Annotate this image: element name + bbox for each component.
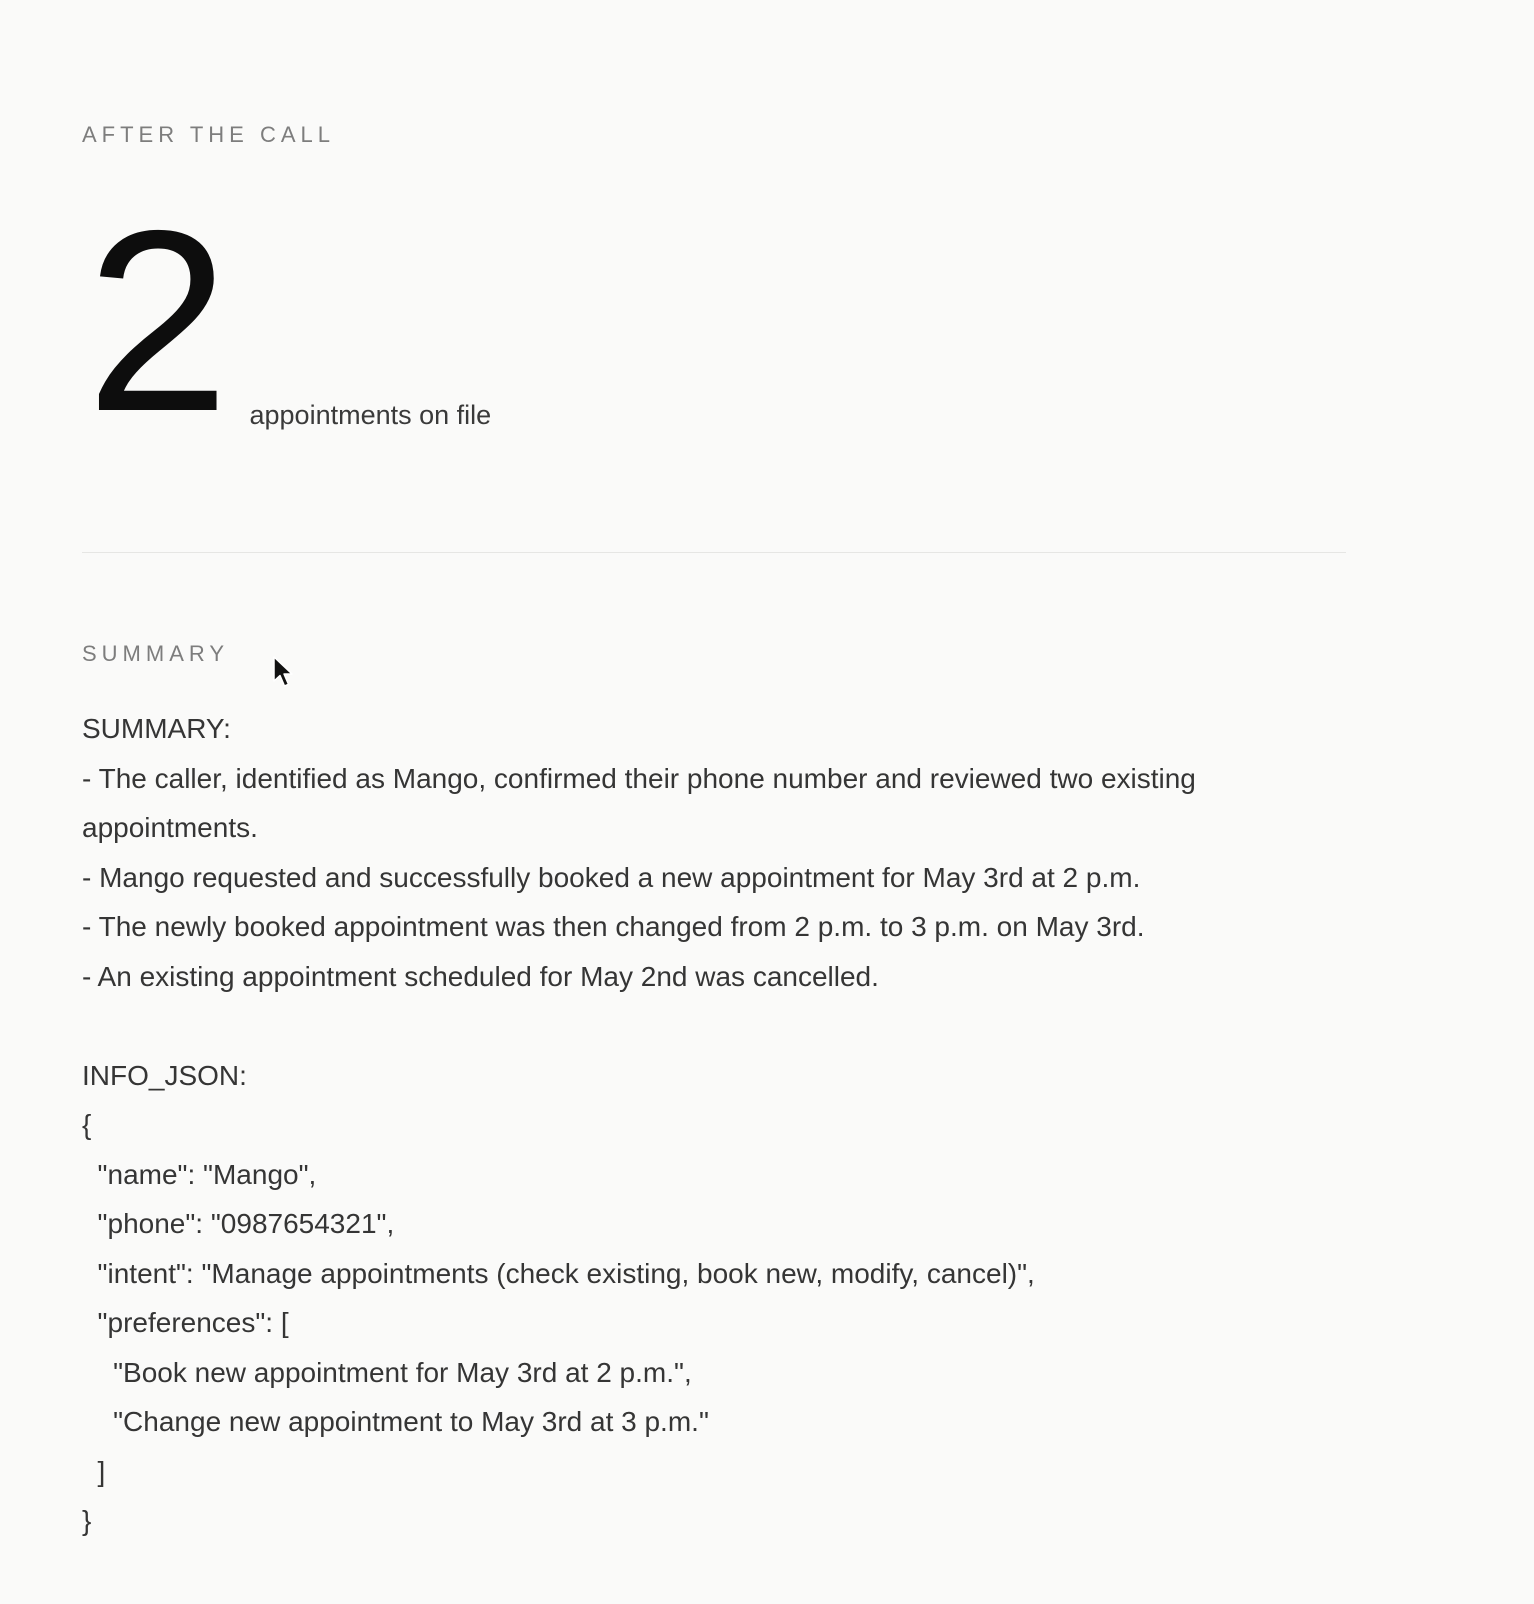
summary-section-label: SUMMARY <box>82 641 230 666</box>
info-json-heading: INFO_JSON: <box>82 1059 247 1091</box>
info-json-line: "phone": "0987654321", <box>82 1208 395 1239</box>
summary-bullet: - Mango requested and successfully booked a new appointment for May 3rd at 2 p.m. <box>82 861 1141 893</box>
info-json-line: "intent": "Manage appointments (check existing, book new, modify, cancel)", <box>82 1257 1035 1289</box>
summary-bullet: - The newly booked appointment was then changed from 2 p.m. to 3 p.m. on May 3rd. <box>82 911 1145 942</box>
after-the-call-label: AFTER THE CALL <box>82 122 335 147</box>
appointments-caption: appointments on file <box>249 400 492 430</box>
info-json-line: "Change new appointment to May 3rd at 3 p.m." <box>82 1406 709 1437</box>
info-json-line: ] <box>82 1455 106 1487</box>
summary-content <box>82 704 1372 1546</box>
info-json-line: } <box>82 1505 92 1536</box>
info-json-line: { <box>82 1109 92 1140</box>
info-json-line: "preferences": [ <box>82 1307 289 1338</box>
summary-heading: SUMMARY: <box>82 713 231 744</box>
spacer <box>82 1001 1372 1051</box>
section-divider <box>82 552 1346 553</box>
appointments-count: 2 <box>86 176 226 465</box>
summary-bullet: - The caller, identified as Mango, confirmed their phone number and reviewed two existing appointments. <box>82 762 1196 843</box>
appointments-stat <box>86 176 492 465</box>
info-json-line: "name": "Mango", <box>82 1158 317 1190</box>
info-json-line: "Book new appointment for May 3rd at 2 p.m.", <box>82 1356 692 1388</box>
mouse-pointer-icon <box>272 656 294 688</box>
summary-bullet: - An existing appointment scheduled for May 2nd was cancelled. <box>82 960 879 992</box>
